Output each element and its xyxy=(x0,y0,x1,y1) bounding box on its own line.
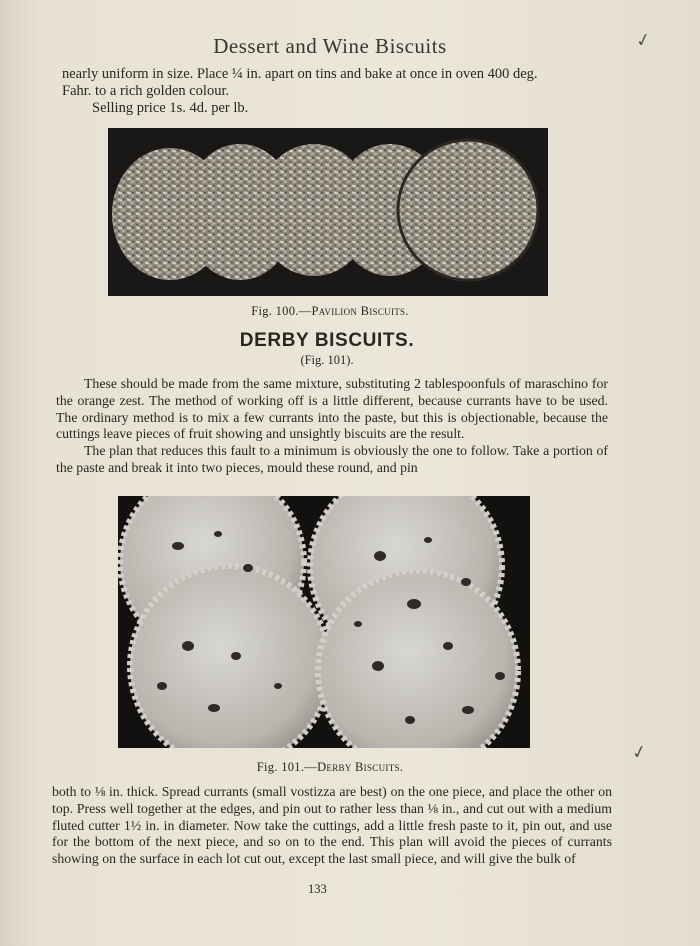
selling-price: Selling price 1s. 4d. per lb. xyxy=(92,100,249,116)
figure-caption: Fig. 100.—Pavilion Biscuits. xyxy=(251,304,409,318)
paragraph: The plan that reduces this fault to a minimum is obviously the one to follow. Take a portion of the paste and break it into two pieces, mould these round, and pin xyxy=(56,443,608,475)
pavilion-biscuits-photo xyxy=(108,128,548,296)
figure-reference: (Fig. 101). xyxy=(300,353,354,367)
pavilion-biscuits-illustration xyxy=(108,128,548,296)
section-title: DERBY BISCUITS. xyxy=(239,330,415,351)
derby-biscuits-illustration xyxy=(118,496,530,748)
recipe-text-continued xyxy=(52,784,612,868)
biscuit xyxy=(130,566,330,748)
figure-caption: Fig. 101.—Derby Biscuits. xyxy=(256,760,404,774)
biscuit xyxy=(318,571,518,748)
running-head: Dessert and Wine Biscuits xyxy=(213,34,447,58)
derby-biscuits-photo xyxy=(118,496,530,748)
intro-line: Fahr. to a rich golden colour. xyxy=(62,83,230,99)
intro-line: nearly uniform in size. Place ¼ in. apart on tins and bake at once in oven 400 deg. xyxy=(62,66,538,82)
intro-text xyxy=(62,66,622,117)
page-number: 133 xyxy=(308,882,327,896)
paragraph: These should be made from the same mixture, substituting 2 tablespoonfuls of maraschino for the orange zest. The method of working off is a little different, because currants have to be used. The ordinary method is to mix a few currants into the paste, but this is objectionable, because the cuttings leave pieces of fruit showing and unsightly biscuits are the result. xyxy=(56,376,608,442)
recipe-text xyxy=(56,376,608,477)
pencil-check-mark: ✓ xyxy=(629,740,650,765)
paragraph: both to ⅛ in. thick. Spread currants (small vostizza are best) on the one piece, and place the other on top. Press well together at the edges, and pin out to rather less than ⅛ in., and cut out with a medium fluted cutter 1½ in. in diameter. Now take the cuttings, add a little fresh paste to it, pin out, and use for the bottom of the next piece, and so on to the end. This plan will avoid the pieces of currants showing on the surface in each lot cut out, except the last small piece, and will give the bulk of xyxy=(52,784,612,867)
pencil-check-mark: ✓ xyxy=(633,28,654,53)
